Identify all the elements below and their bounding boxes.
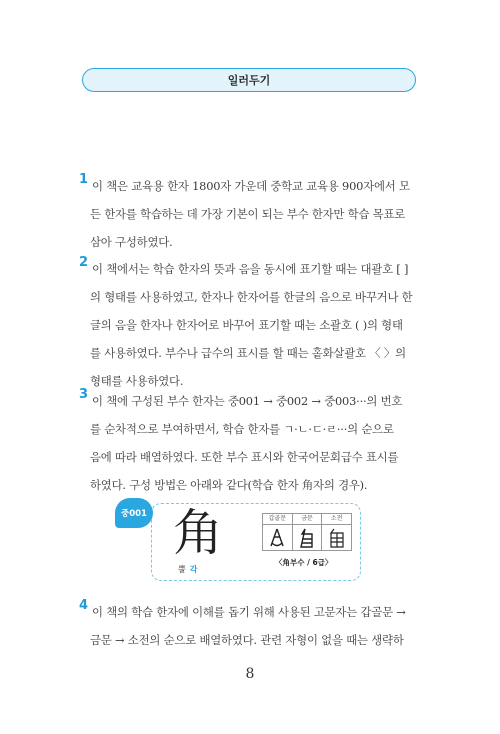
item-number: 2 xyxy=(79,255,89,270)
item-number: 4 xyxy=(79,598,89,613)
script-header: 소전 xyxy=(322,514,351,525)
text-line: 이 책의 학습 한자에 이해를 돕기 위해 사용된 고문자는 갑골문 → xyxy=(92,605,406,619)
text-line: 를 사용하였다. 부수나 급수의 표시를 할 때는 홑화살괄호 〈 〉의 xyxy=(90,346,406,360)
text-line: 삼아 구성하였다. xyxy=(90,235,173,249)
seal-glyph-icon xyxy=(322,525,351,550)
item-text xyxy=(90,172,431,256)
item-text xyxy=(90,387,431,499)
list-item-3 xyxy=(79,387,431,499)
text-line: 를 순차적으로 부여하면서, 학습 한자를 ㄱ·ㄴ·ㄷ·ㄹ···의 순으로 xyxy=(90,422,394,436)
text-line: 글의 음을 한자나 한자어로 바꾸어 표기할 때는 소괄호 ( )의 형태 xyxy=(90,318,403,332)
list-item-4 xyxy=(79,598,431,654)
text-line: 금문 → 소전의 순으로 배열하였다. 관련 자형이 없을 때는 생략하 xyxy=(90,633,404,647)
text-line: 이 책에 구성된 부수 한자는 중001 → 중002 → 중003···의 번호 xyxy=(92,394,403,408)
example-hanja: 角 xyxy=(173,504,223,562)
radical-grade-caption: 〈角부수 / 6급〉 xyxy=(275,558,333,567)
list-item-1 xyxy=(79,172,431,256)
text-line: 든 한자를 학습하는 데 가장 기본이 되는 부수 한자만 학습 목표로 xyxy=(90,207,406,221)
text-line: 이 책에서는 학습 한자의 뜻과 음을 동시에 표기할 때는 대괄호 [ ] xyxy=(92,262,409,276)
script-column-oracle xyxy=(263,514,293,550)
item-text xyxy=(90,598,431,654)
bronze-glyph-icon xyxy=(293,525,322,550)
text-line: 하였다. 구성 방법은 아래와 같다(학습 한자 角자의 경우). xyxy=(90,478,368,492)
script-column-bronze xyxy=(293,514,323,550)
page-number: 8 xyxy=(245,666,255,682)
script-column-seal xyxy=(322,514,351,550)
text-line: 의 형태를 사용하였고, 한자나 한자어를 한글의 음으로 바꾸거나 한 xyxy=(90,290,413,304)
text-line: 형태를 사용하였다. xyxy=(90,374,184,388)
hanja-reading xyxy=(178,564,197,575)
section-title: 일러두기 xyxy=(82,68,416,92)
item-number: 3 xyxy=(79,387,89,402)
script-header: 갑골문 xyxy=(263,514,292,525)
oracle-bone-glyph-icon xyxy=(263,525,292,550)
hanja-sound: 각 xyxy=(189,565,198,574)
example-number-badge: 중001 xyxy=(115,498,153,528)
text-line: 이 책은 교육용 한자 1800자 가운데 중학교 교육용 900자에서 모 xyxy=(92,179,410,193)
ancient-script-table xyxy=(262,513,352,551)
list-item-2 xyxy=(79,255,431,395)
script-header: 금문 xyxy=(293,514,322,525)
item-text xyxy=(90,255,431,395)
hanja-meaning: 뿔 xyxy=(178,565,186,574)
item-number: 1 xyxy=(79,172,89,187)
text-line: 음에 따라 배열하였다. 또한 부수 표시와 한국어문회급수 표시를 xyxy=(90,450,399,464)
